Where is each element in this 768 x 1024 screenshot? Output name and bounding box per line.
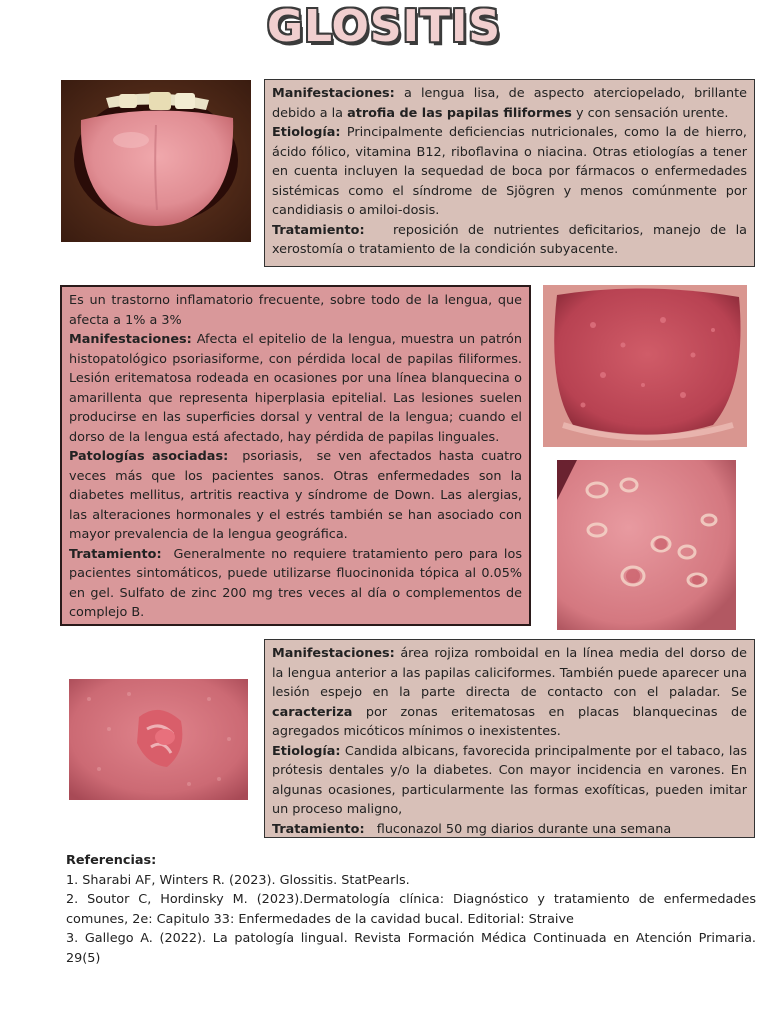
etiologia-text: Principalmente deficiencias nutricionales, como la de hierro, ácido fólico, vitamina B12, riboflavina o niacina. Otras etiologías a tener en cuenta incluyen la sequedad de boca por fármacos o enfermedades sistémicas como el síndrome de Sjögren y menos comúnmente por candidiasis o amiloi-dosis.	[272, 125, 747, 218]
inflamed-tongue-photo	[543, 285, 747, 447]
manifestaciones-text: área rojiza romboidal en la línea media del dorso de la lengua anterior a las papilas caliciformes. También puede aparecer una lesión espejo en la parte directa de contacto con el paladar. Se	[272, 646, 747, 700]
manifestaciones-bold: atrofia de las papilas filiformes	[347, 105, 572, 121]
tratamiento-label: Tratamiento:	[272, 821, 365, 837]
tratamiento-text: fluconazol 50 mg diarios durante una semana	[364, 821, 672, 837]
patologias-label: Patologías asociadas:	[69, 449, 229, 464]
tratamiento-paragraph	[69, 545, 527, 623]
atrophic-tongue-photo	[61, 80, 251, 242]
manifestaciones-text: Afecta el epitelio de la lengua, muestra un patrón histopatológico psoriasiforme, con pérdida local de papilas filiformes. Lesión eritematosa rodeada en ocasiones por una línea blanquecina o amarillenta que representa hiperplasia epitelial. Las lesiones suelen producirse en las superficies dorsal y ventral de la lengua; cuando el dorso de la lengua está afectado, hay pérdida de papilas linguales.	[69, 332, 522, 445]
manifestaciones-label: Manifestaciones:	[272, 86, 395, 101]
manifestaciones-label: Manifestaciones:	[69, 332, 192, 347]
etiologia-paragraph	[272, 742, 747, 820]
references-section	[66, 851, 756, 968]
rhomboid-tongue-photo	[69, 679, 248, 800]
tratamiento-text: reposición de nutrientes deficitarios, manejo de la xerostomía o tratamiento de la condición subyacente.	[272, 222, 752, 257]
tratamiento-paragraph	[272, 221, 752, 260]
manifestaciones-paragraph	[272, 644, 747, 742]
references-heading-text: Referencias:	[66, 853, 157, 868]
manifestaciones-paragraph	[69, 330, 522, 447]
median-rhomboid-glossitis-box	[264, 639, 755, 838]
tratamiento-label: Tratamiento:	[69, 546, 162, 562]
etiologia-text: Candida albicans, favorecida principalmente por el tabaco, las prótesis dentales y/o la diabetes. Con mayor incidencia en varones. En algunas ocasiones, particularmente las formas exofíticas, pueden imitar un proceso maligno,	[272, 743, 747, 817]
manifestaciones-text-end: y con sensación urente.	[571, 105, 729, 121]
manifestaciones-text: a lengua lisa, de aspecto aterciopelado, brillante debido a la	[272, 86, 747, 121]
references-heading	[66, 851, 756, 871]
reference-item: 2. Soutor C, Hordinsky M. (2023).Dermatología clínica: Diagnóstico y tratamiento de enfermedades comunes, 2e: Capitulo 33: Enfermedades de la cavidad bucal. Editorial: Straive	[66, 892, 756, 927]
tratamiento-label: Tratamiento:	[272, 222, 365, 238]
manifestaciones-paragraph	[272, 84, 747, 123]
etiologia-paragraph	[272, 123, 747, 221]
intro-paragraph: Es un trastorno inflamatorio frecuente, sobre todo de la lengua, que afecta a 1% a 3%	[69, 293, 522, 328]
etiologia-label: Etiología:	[272, 125, 341, 140]
tratamiento-paragraph	[272, 820, 747, 840]
atrophic-glossitis-box	[264, 79, 755, 267]
geographic-tongue-photo	[557, 460, 736, 630]
caracteriza-bold: caracteriza	[272, 704, 353, 720]
tratamiento-text: Generalmente no requiere tratamiento pero para los pacientes sintomáticos, puede utilizarse fluocinonida tópica al 0.05% en gel. Sulfato de zinc 200 mg tres veces al día o complementos de complejo B.	[69, 546, 527, 620]
etiologia-label: Etiología:	[272, 743, 341, 759]
patologias-text: psoriasis, se ven afectados hasta cuatro veces más que los pacientes sanos. Otras enfermedades son la diabetes mellitus, artritis reactiva y síndrome de Down. Las alergias, las alteraciones hormonales y el estrés también se han asociado con mayor prevalencia de la lengua geográfica.	[69, 449, 527, 542]
patologias-paragraph	[69, 447, 527, 545]
reference-item: 1. Sharabi AF, Winters R. (2023). Glossitis. StatPearls.	[66, 872, 410, 888]
reference-item: 3. Gallego A. (2022). La patología lingual. Revista Formación Médica Continuada en Atención Primaria. 29(5)	[66, 931, 756, 966]
manifestaciones-label: Manifestaciones:	[272, 646, 395, 661]
geographic-tongue-box	[60, 285, 531, 626]
page-title: GLOSITIS	[266, 1, 502, 52]
caracteriza-text: por zonas eritematosas en placas blanquecinas de agregados micóticos mínimos o inexistentes.	[272, 704, 747, 739]
